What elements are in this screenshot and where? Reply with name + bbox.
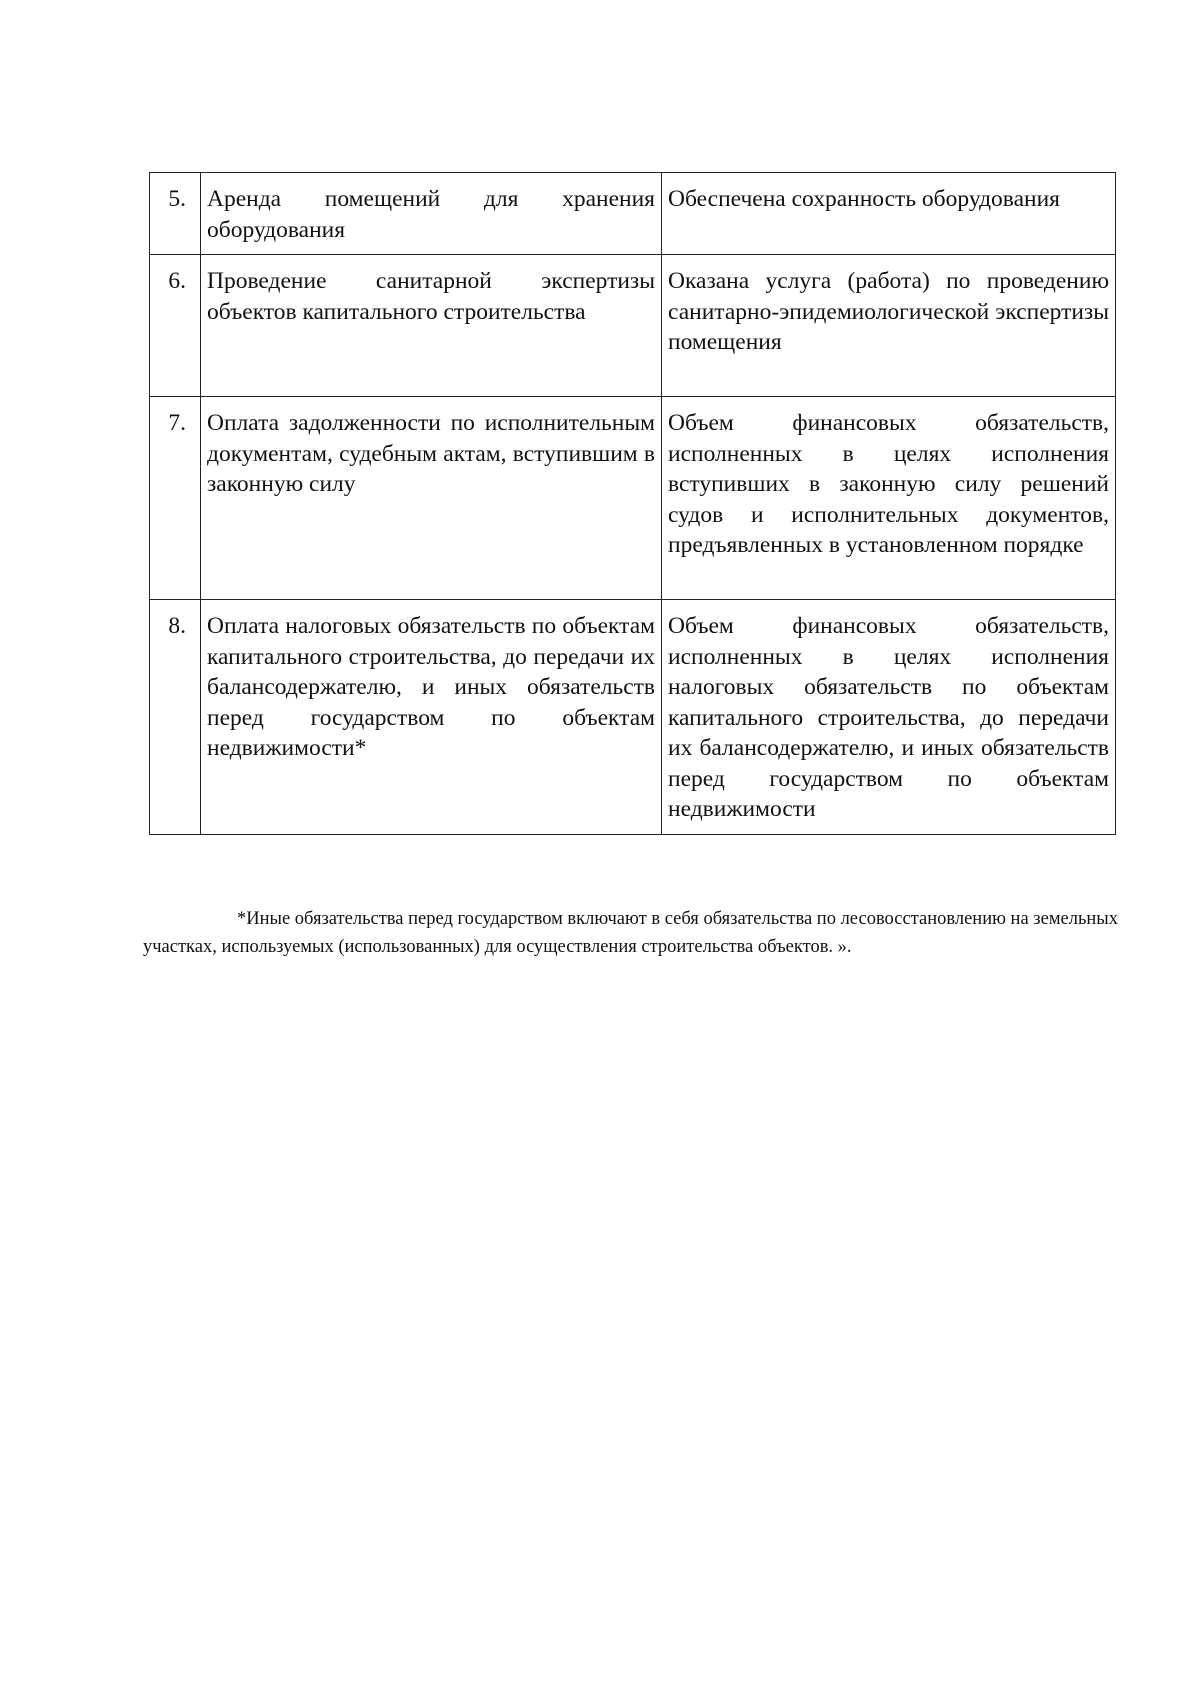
row-number: 6. bbox=[150, 255, 201, 397]
activities-table bbox=[149, 172, 1116, 835]
table-row bbox=[150, 397, 1116, 600]
row-number: 8. bbox=[150, 600, 201, 835]
footnote: *Иные обязательства перед государством включают в себя обязательства по лесовосстановлению на земельных участках, используемых (использованных) для осуществления строительства объектов. ». bbox=[143, 908, 1118, 957]
result-cell: Объем финансовых обязательств, исполненных в целях исполнения налоговых обязательств по объектам капитального строительства, до передачи их балансодержателю, и иных обязательств перед государством по объектам недвижимости bbox=[662, 600, 1116, 835]
table-row bbox=[150, 255, 1116, 397]
result-cell: Объем финансовых обязательств, исполненных в целях исполнения вступивших в законную силу решений судов и исполнительных документов, предъявленных в установленном порядке bbox=[662, 397, 1116, 600]
activity-cell: Проведение санитарной экспертизы объектов капитального строительства bbox=[201, 255, 662, 397]
activity-cell: Аренда помещений для хранения оборудования bbox=[201, 173, 662, 255]
activity-cell: Оплата налоговых обязательств по объектам капитального строительства, до передачи их балансодержателю, и иных обязательств перед государством по объектам недвижимости* bbox=[201, 600, 662, 835]
result-cell: Оказана услуга (работа) по проведению санитарно-эпидемиологической экспертизы помещения bbox=[662, 255, 1116, 397]
activity-cell: Оплата задолженности по исполнительным документам, судебным актам, вступившим в законную силу bbox=[201, 397, 662, 600]
result-cell: Обеспечена сохранность оборудования bbox=[662, 173, 1116, 255]
table-row bbox=[150, 173, 1116, 255]
row-number: 7. bbox=[150, 397, 201, 600]
table-row bbox=[150, 600, 1116, 835]
row-number: 5. bbox=[150, 173, 201, 255]
